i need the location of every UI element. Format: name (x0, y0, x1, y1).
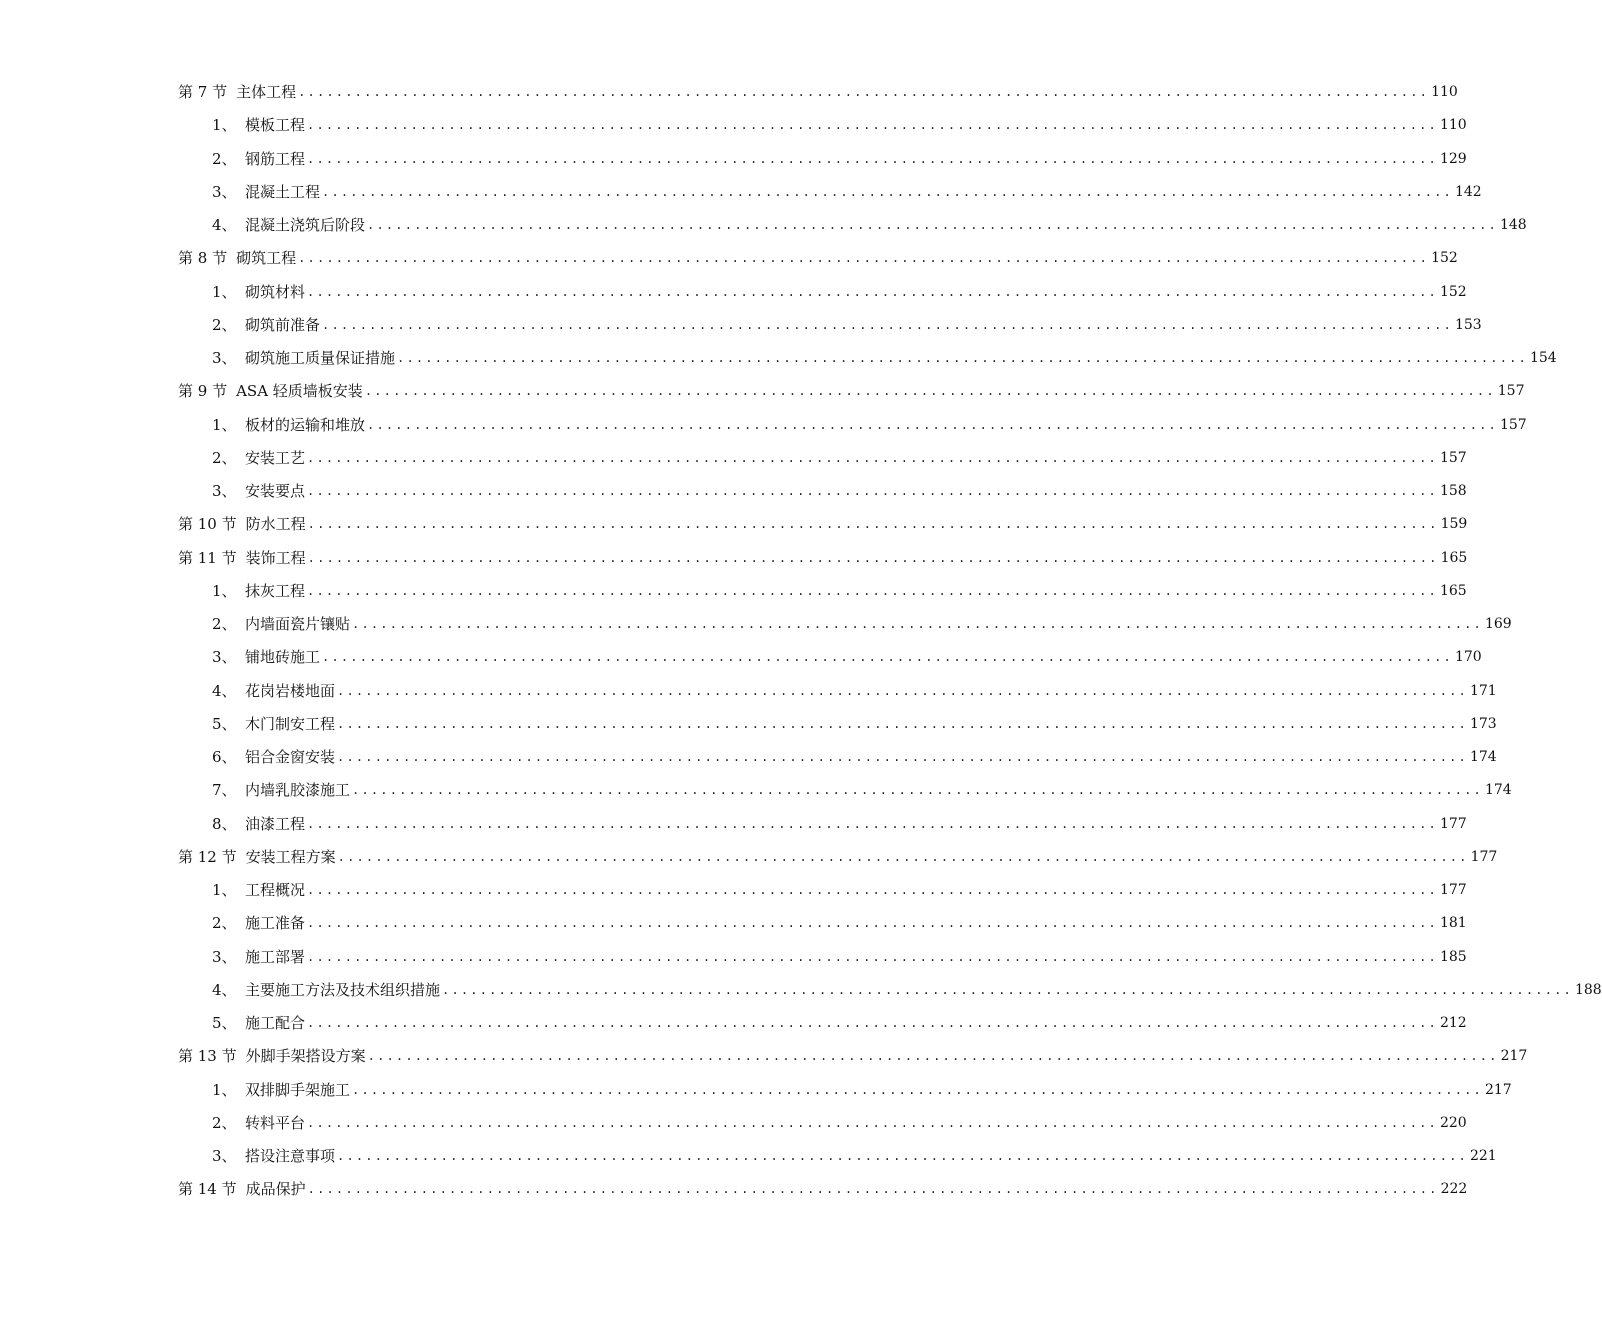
dot-leader: ........................................................................................................................ (367, 418, 1498, 432)
dot-leader: ........................................................................................................................ (337, 684, 1468, 698)
toc-entry-number: 1、 (212, 283, 237, 301)
toc-entry-number: 1、 (212, 116, 237, 134)
dot-leader: ........................................................................................................................ (352, 1083, 1483, 1097)
toc-subsection-entry[interactable] (212, 612, 1512, 636)
toc-subsection-entry[interactable] (212, 1078, 1512, 1102)
toc-subsection-entry[interactable] (212, 911, 1467, 935)
dot-leader: ........................................................................................................................ (337, 1149, 1468, 1163)
dot-leader: ........................................................................................................................ (397, 351, 1528, 365)
toc-entry-number: 3、 (212, 482, 237, 500)
toc-entry-number: 3、 (212, 648, 237, 666)
toc-entry-page-number: 110 (1439, 117, 1467, 133)
dot-leader: ........................................................................................................................ (352, 617, 1483, 631)
toc-entry-number: 1、 (212, 582, 237, 600)
toc-entry-title: 主体工程 (236, 83, 297, 101)
toc-entry-number: 第 10 节 (178, 515, 237, 533)
toc-entry-title: 油漆工程 (245, 815, 306, 833)
toc-entry-page-number: 220 (1439, 1115, 1467, 1131)
toc-entry-title: 双排脚手架施工 (245, 1081, 351, 1099)
toc-entry-title: 防水工程 (245, 515, 306, 533)
toc-entry-page-number: 174 (1469, 749, 1497, 765)
toc-entry-number: 4、 (212, 682, 237, 700)
toc-subsection-entry[interactable] (212, 180, 1482, 204)
toc-subsection-entry[interactable] (212, 579, 1467, 603)
dot-leader: ........................................................................................................................ (307, 916, 1438, 930)
toc-entry-page-number: 177 (1439, 816, 1467, 832)
toc-section-entry[interactable] (178, 1044, 1528, 1068)
toc-entry-number: 2、 (212, 615, 237, 633)
toc-subsection-entry[interactable] (212, 679, 1497, 703)
dot-leader: ........................................................................................................................ (352, 783, 1483, 797)
toc-entry-number: 4、 (212, 981, 237, 999)
toc-subsection-entry[interactable] (212, 645, 1482, 669)
toc-entry-title: 铝合金窗安装 (245, 748, 336, 766)
toc-entry-page-number: 174 (1484, 782, 1512, 798)
toc-entry-page-number: 152 (1439, 284, 1467, 300)
toc-entry-number: 5、 (212, 715, 237, 733)
toc-entry-title: 砌筑工程 (236, 249, 297, 267)
dot-leader: ........................................................................................................................ (337, 750, 1468, 764)
toc-entry-title: 混凝土浇筑后阶段 (245, 216, 366, 234)
toc-entry-title: 施工准备 (245, 914, 306, 932)
dot-leader: ........................................................................................................................ (307, 118, 1438, 132)
dot-leader: ........................................................................................................................ (307, 451, 1438, 465)
toc-subsection-entry[interactable] (212, 413, 1527, 437)
toc-subsection-entry[interactable] (212, 1111, 1467, 1135)
toc-entry-number: 第 12 节 (178, 848, 237, 866)
toc-entry-number: 7、 (212, 781, 237, 799)
toc-entry-number: 第 14 节 (178, 1180, 237, 1198)
toc-subsection-entry[interactable] (212, 878, 1467, 902)
toc-section-entry[interactable] (178, 1177, 1468, 1201)
toc-entry-number: 4、 (212, 216, 237, 234)
dot-leader: ........................................................................................................................ (307, 817, 1438, 831)
toc-entry-page-number: 173 (1469, 716, 1497, 732)
toc-entry-number: 8、 (212, 815, 237, 833)
dot-leader: ........................................................................................................................ (322, 650, 1453, 664)
toc-entry-page-number: 142 (1454, 184, 1482, 200)
toc-entry-page-number: 165 (1440, 550, 1468, 566)
dot-leader: ........................................................................................................................ (307, 517, 1439, 531)
toc-entry-title: 模板工程 (245, 116, 306, 134)
toc-entry-title: 木门制安工程 (245, 715, 336, 733)
toc-entry-page-number: 157 (1497, 383, 1525, 399)
toc-entry-page-number: 154 (1529, 350, 1557, 366)
dot-leader: ........................................................................................................................ (367, 218, 1498, 232)
toc-entry-title: 内墙面瓷片镶贴 (245, 615, 351, 633)
toc-section-entry[interactable] (178, 546, 1468, 570)
toc-entry-page-number: 177 (1439, 882, 1467, 898)
toc-entry-title: 搭设注意事项 (245, 1147, 336, 1165)
toc-entry-page-number: 171 (1469, 683, 1497, 699)
toc-entry-page-number: 185 (1439, 949, 1467, 965)
toc-entry-number: 1、 (212, 1081, 237, 1099)
toc-entry-title: 主要施工方法及技术组织措施 (245, 981, 441, 999)
toc-entry-number: 2、 (212, 316, 237, 334)
toc-entry-title: 花岗岩楼地面 (245, 682, 336, 700)
toc-entry-title: 内墙乳胶漆施工 (245, 781, 351, 799)
toc-entry-number: 1、 (212, 881, 237, 899)
toc-entry-title: 板材的运输和堆放 (245, 416, 366, 434)
toc-entry-number: 第 11 节 (178, 549, 237, 567)
toc-entry-title: 砌筑前准备 (245, 316, 321, 334)
toc-section-entry[interactable] (178, 246, 1458, 270)
toc-entry-title: ASA 轻质墙板安装 (236, 382, 363, 400)
toc-entry-number: 3、 (212, 948, 237, 966)
toc-entry-number: 6、 (212, 748, 237, 766)
toc-entry-page-number: 152 (1431, 250, 1458, 266)
dot-leader: ........................................................................................................................ (442, 983, 1573, 997)
toc-subsection-entry[interactable] (212, 812, 1467, 836)
toc-entry-title: 安装要点 (245, 482, 306, 500)
toc-entry-page-number: 181 (1439, 915, 1467, 931)
toc-section-entry[interactable] (178, 512, 1468, 536)
toc-section-entry[interactable] (178, 845, 1498, 869)
toc-entry-number: 第 7 节 (178, 83, 228, 101)
toc-subsection-entry[interactable] (212, 147, 1467, 171)
toc-entry-page-number: 110 (1431, 84, 1458, 100)
toc-subsection-entry[interactable] (212, 712, 1497, 736)
dot-leader: ........................................................................................................................ (307, 152, 1438, 166)
toc-entry-number: 2、 (212, 150, 237, 168)
toc-entry-page-number: 165 (1439, 583, 1467, 599)
toc-entry-title: 成品保护 (245, 1180, 306, 1198)
toc-entry-number: 第 13 节 (178, 1047, 237, 1065)
dot-leader: ........................................................................................................................ (298, 251, 1430, 265)
toc-entry-title: 钢筋工程 (245, 150, 306, 168)
dot-leader: ........................................................................................................................ (337, 717, 1468, 731)
toc-entry-page-number: 188 (1574, 982, 1602, 998)
toc-entry-title: 砌筑材料 (245, 283, 306, 301)
toc-entry-page-number: 158 (1439, 483, 1467, 499)
toc-section-entry[interactable] (178, 80, 1458, 104)
toc-entry-title: 砌筑施工质量保证措施 (245, 349, 396, 367)
toc-entry-page-number: 129 (1439, 151, 1467, 167)
toc-entry-title: 施工部署 (245, 948, 306, 966)
toc-subsection-entry[interactable] (212, 778, 1512, 802)
dot-leader: ........................................................................................................................ (307, 950, 1438, 964)
toc-entry-page-number: 148 (1499, 217, 1527, 233)
toc-entry-number: 5、 (212, 1014, 237, 1032)
toc-subsection-entry[interactable] (212, 446, 1467, 470)
toc-subsection-entry[interactable] (212, 978, 1602, 1002)
toc-section-entry[interactable] (178, 379, 1525, 403)
toc-entry-title: 转料平台 (245, 1114, 306, 1132)
toc-entry-page-number: 169 (1484, 616, 1512, 632)
toc-entry-title: 混凝土工程 (245, 183, 321, 201)
toc-entry-number: 3、 (212, 183, 237, 201)
toc-entry-title: 装饰工程 (245, 549, 306, 567)
toc-entry-number: 3、 (212, 349, 237, 367)
toc-subsection-entry[interactable] (212, 745, 1497, 769)
dot-leader: ........................................................................................................................ (307, 584, 1438, 598)
toc-entry-title: 安装工艺 (245, 449, 306, 467)
toc-entry-page-number: 159 (1440, 516, 1468, 532)
toc-entry-page-number: 177 (1470, 849, 1498, 865)
toc-entry-number: 第 8 节 (178, 249, 228, 267)
toc-entry-number: 2、 (212, 449, 237, 467)
dot-leader: ........................................................................................................................ (307, 1116, 1438, 1130)
dot-leader: ........................................................................................................................ (307, 1016, 1438, 1030)
toc-subsection-entry[interactable] (212, 346, 1557, 370)
dot-leader: ........................................................................................................................ (307, 285, 1438, 299)
toc-subsection-entry[interactable] (212, 313, 1482, 337)
toc-entry-page-number: 153 (1454, 317, 1482, 333)
toc-entry-page-number: 157 (1439, 450, 1467, 466)
toc-entry-title: 抹灰工程 (245, 582, 306, 600)
dot-leader: ........................................................................................................................ (307, 883, 1438, 897)
toc-entry-page-number: 157 (1499, 417, 1527, 433)
toc-entry-number: 第 9 节 (178, 382, 228, 400)
dot-leader: ........................................................................................................................ (307, 1182, 1439, 1196)
toc-entry-number: 2、 (212, 914, 237, 932)
toc-entry-title: 安装工程方案 (245, 848, 336, 866)
toc-subsection-entry[interactable] (212, 479, 1467, 503)
dot-leader: ........................................................................................................................ (322, 318, 1453, 332)
toc-subsection-entry[interactable] (212, 945, 1467, 969)
toc-entry-title: 施工配合 (245, 1014, 306, 1032)
dot-leader: ........................................................................................................................ (307, 551, 1439, 565)
toc-entry-page-number: 217 (1484, 1082, 1512, 1098)
dot-leader: ........................................................................................................................ (298, 85, 1430, 99)
toc-subsection-entry[interactable] (212, 280, 1467, 304)
toc-entry-title: 工程概况 (245, 881, 306, 899)
toc-entry-page-number: 170 (1454, 649, 1482, 665)
toc-entry-number: 2、 (212, 1114, 237, 1132)
dot-leader: ........................................................................................................................ (322, 185, 1453, 199)
toc-entry-title: 铺地砖施工 (245, 648, 321, 666)
dot-leader: ........................................................................................................................ (364, 384, 1496, 398)
dot-leader: ........................................................................................................................ (367, 1049, 1499, 1063)
toc-entry-title: 外脚手架搭设方案 (245, 1047, 366, 1065)
toc-entry-page-number: 212 (1439, 1015, 1467, 1031)
dot-leader: ........................................................................................................................ (337, 850, 1469, 864)
toc-subsection-entry[interactable] (212, 213, 1527, 237)
toc-entry-number: 1、 (212, 416, 237, 434)
toc-entry-page-number: 221 (1469, 1148, 1497, 1164)
toc-entry-page-number: 217 (1500, 1048, 1528, 1064)
toc-subsection-entry[interactable] (212, 113, 1467, 137)
toc-entry-page-number: 222 (1440, 1181, 1468, 1197)
toc-subsection-entry[interactable] (212, 1144, 1497, 1168)
toc-entry-number: 3、 (212, 1147, 237, 1165)
dot-leader: ........................................................................................................................ (307, 484, 1438, 498)
toc-subsection-entry[interactable] (212, 1011, 1467, 1035)
